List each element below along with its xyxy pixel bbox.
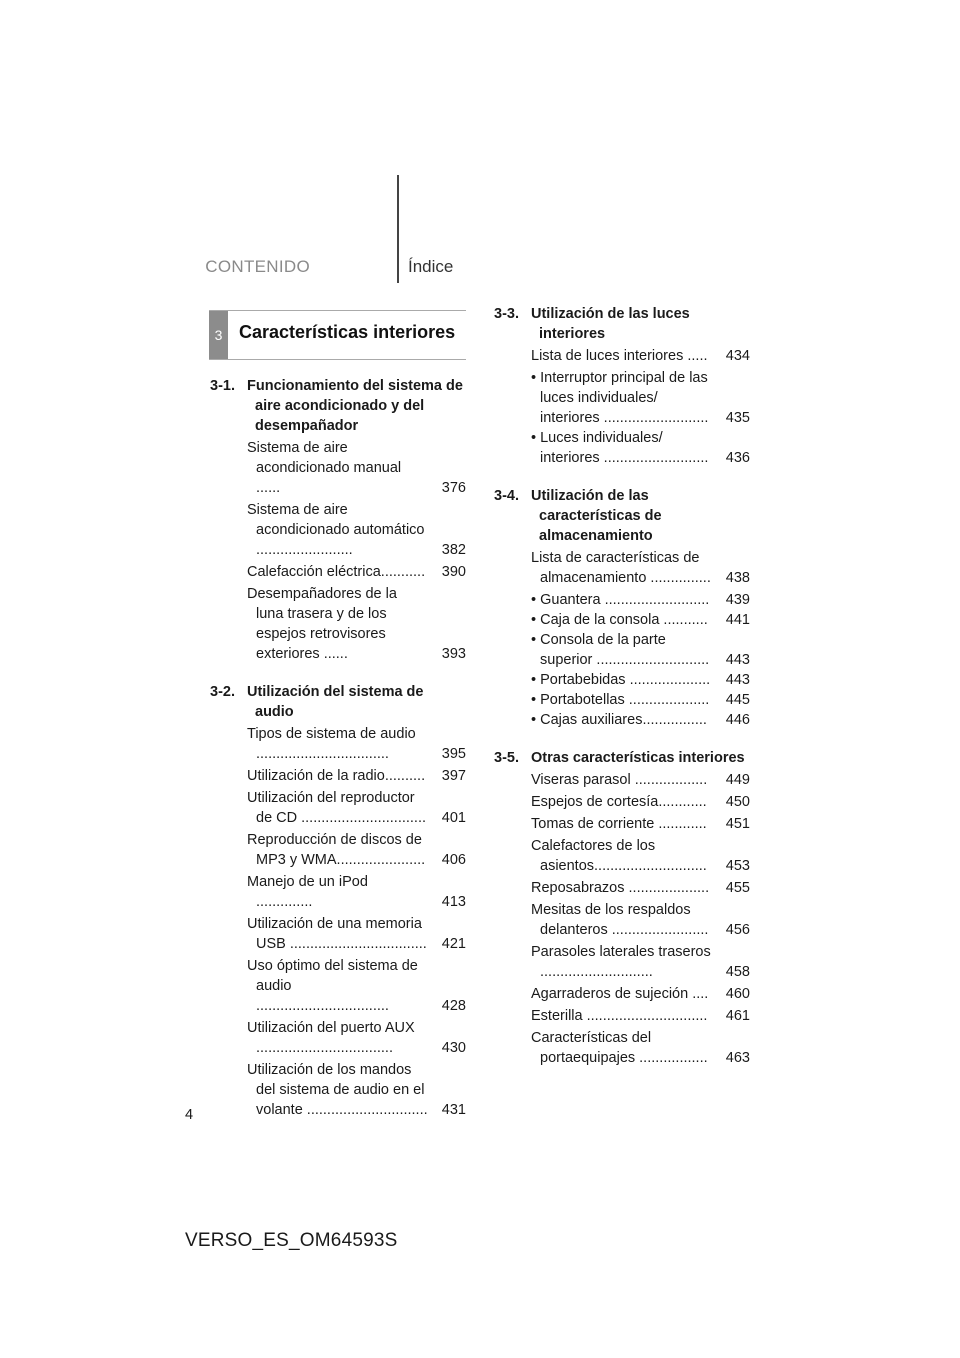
toc-entry-text: Utilización de la radio.......... (247, 768, 426, 784)
toc-group (210, 682, 466, 1120)
chapter-heading (210, 376, 466, 436)
chapter-heading (494, 304, 750, 344)
toc-entry[interactable] (494, 878, 750, 898)
toc-entry-page: 413 (441, 894, 466, 910)
toc-entry-text: Viseras parasol .................. (531, 772, 708, 788)
chapter-number: 3-3. (494, 306, 519, 322)
toc-entry[interactable] (210, 914, 466, 954)
toc-entry-text: • Luces individuales/ interiores .......................... (531, 430, 709, 466)
toc-entry-page: 450 (725, 794, 750, 810)
toc-entry-page: 421 (441, 936, 466, 952)
toc-group (494, 748, 750, 1068)
chapter-heading (494, 748, 750, 768)
chapter-title: Funcionamiento del sistema de aire acondicionado y del desempañador (247, 378, 463, 434)
toc-entry-text: Mesitas de los respaldos delanteros ........................ (531, 902, 709, 938)
toc-entry-text: • Portabebidas .................... (531, 672, 711, 688)
toc-entry-page: 456 (725, 922, 750, 938)
toc-entry-text: Manejo de un iPod .............. (247, 874, 368, 910)
toc-entry-page: 438 (725, 570, 750, 586)
toc-entry-page: 443 (725, 672, 750, 688)
section-number-tab: 3 (209, 311, 228, 359)
toc-entry-page: 458 (725, 964, 750, 980)
toc-entry-text: Lista de características de almacenamiento ............... (531, 550, 711, 586)
toc-entry[interactable] (494, 792, 750, 812)
section-header (209, 310, 466, 360)
toc-entry-text: Características del portaequipajes ................. (531, 1030, 708, 1066)
index-link[interactable]: Índice (408, 257, 454, 276)
toc-entry[interactable] (210, 1060, 466, 1120)
toc-right-column (494, 304, 750, 1086)
toc-entry[interactable] (494, 1028, 750, 1068)
toc-entry-page: 461 (725, 1008, 750, 1024)
toc-entry-page: 445 (725, 692, 750, 708)
toc-entry-text: • Interruptor principal de las luces individuales/ interiores .......................... (531, 370, 709, 426)
toc-entry-text: Utilización del reproductor de CD ............................... (247, 790, 427, 826)
toc-group (494, 304, 750, 468)
toc-entry-page: 439 (725, 592, 750, 608)
toc-entry-page: 451 (725, 816, 750, 832)
toc-entry-page: 453 (725, 858, 750, 874)
toc-entry-text: Uso óptimo del sistema de audio ................................. (247, 958, 418, 1014)
toc-entry[interactable] (210, 872, 466, 912)
toc-entry-page: 436 (725, 450, 750, 466)
toc-entry-page: 435 (725, 410, 750, 426)
toc-entry-page: 376 (441, 480, 466, 496)
document-code: VERSO_ES_OM64593S (185, 1230, 398, 1251)
toc-entry-page: 460 (725, 986, 750, 1002)
toc-entry[interactable] (494, 590, 750, 610)
toc-entry-text: Lista de luces interiores ..... (531, 348, 708, 364)
toc-entry[interactable] (210, 1018, 466, 1058)
toc-entry[interactable] (494, 690, 750, 710)
toc-entry[interactable] (210, 724, 466, 764)
toc-group (494, 486, 750, 730)
toc-entry-text: Tipos de sistema de audio ................................. (247, 726, 416, 762)
toc-entry-page: 430 (441, 1040, 466, 1056)
chapter-title: Utilización de las luces interiores (531, 306, 690, 342)
chapter-title: Otras características interiores (531, 750, 745, 766)
toc-entry-text: Espejos de cortesía............ (531, 794, 707, 810)
toc-entry-text: Agarraderos de sujeción .... (531, 986, 709, 1002)
toc-entry-text: Utilización de los mandos del sistema de audio en el volante .............................. (247, 1062, 428, 1118)
toc-entry[interactable] (210, 562, 466, 582)
toc-entry[interactable] (210, 438, 466, 498)
toc-entry-text: Tomas de corriente ............ (531, 816, 707, 832)
toc-entry[interactable] (494, 428, 750, 468)
toc-entry[interactable] (494, 346, 750, 366)
chapter-number: 3-2. (210, 684, 235, 700)
toc-entry[interactable] (494, 900, 750, 940)
toc-entry-page: 446 (725, 712, 750, 728)
toc-entry-page: 406 (441, 852, 466, 868)
toc-entry-text: Utilización de una memoria USB .................................. (247, 916, 427, 952)
toc-entry-text: Calefacción eléctrica........... (247, 564, 426, 580)
chapter-number: 3-1. (210, 378, 235, 394)
toc-entry-page: 395 (441, 746, 466, 762)
toc-entry[interactable] (210, 500, 466, 560)
toc-entry-page: 443 (725, 652, 750, 668)
toc-entry-text: • Caja de la consola ........... (531, 612, 708, 628)
toc-entry-text: Parasoles laterales traseros ............................ (531, 944, 711, 980)
chapter-title: Utilización del sistema de audio (247, 684, 424, 720)
toc-entry[interactable] (494, 770, 750, 790)
chapter-heading (494, 486, 750, 546)
toc-entry[interactable] (210, 584, 466, 664)
toc-entry-page: 463 (725, 1050, 750, 1066)
chapter-number: 3-4. (494, 488, 519, 504)
toc-entry-text: Sistema de aire acondicionado manual ...... (247, 440, 402, 496)
toc-entry[interactable] (494, 368, 750, 428)
chapter-number: 3-5. (494, 750, 519, 766)
page-number: 4 (185, 1107, 194, 1123)
toc-entry-page: 382 (441, 542, 466, 558)
toc-entry-text: • Guantera .......................... (531, 592, 710, 608)
toc-entry-text: Reposabrazos .................... (531, 880, 710, 896)
chapter-heading (210, 682, 466, 722)
toc-entry[interactable] (210, 766, 466, 786)
toc-entry-page: 455 (725, 880, 750, 896)
toc-entry[interactable] (210, 830, 466, 870)
toc-entry-text: • Portabotellas .................... (531, 692, 710, 708)
toc-entry-text: Utilización del puerto AUX .................................. (247, 1020, 415, 1056)
toc-entry-page: 390 (441, 564, 466, 580)
toc-entry[interactable] (494, 836, 750, 876)
toc-entry-page: 431 (441, 1102, 466, 1118)
toc-group (210, 376, 466, 664)
toc-entry-page: 434 (725, 348, 750, 364)
toc-entry[interactable] (494, 942, 750, 982)
toc-entry-text: Esterilla .............................. (531, 1008, 708, 1024)
toc-entry[interactable] (494, 814, 750, 834)
toc-entry[interactable] (494, 610, 750, 630)
toc-entry[interactable] (494, 630, 750, 670)
toc-entry-text: Calefactores de los asientos............................ (531, 838, 707, 874)
toc-entry-text: Reproducción de discos de MP3 y WMA...................... (247, 832, 426, 868)
toc-entry[interactable] (494, 670, 750, 690)
toc-entry[interactable] (494, 710, 750, 730)
toc-entry-page: 428 (441, 998, 466, 1014)
contents-link[interactable]: CONTENIDO (205, 257, 310, 276)
toc-entry-page: 441 (725, 612, 750, 628)
toc-left-column (210, 376, 466, 1138)
toc-entry[interactable] (494, 1006, 750, 1026)
toc-entry[interactable] (494, 984, 750, 1004)
toc-entry-text: Desempañadores de la luna trasera y de los espejos retrovisores exteriores ...... (247, 586, 397, 662)
header-divider (397, 175, 399, 283)
toc-entry[interactable] (494, 548, 750, 588)
toc-entry-page: 393 (441, 646, 466, 662)
toc-entry-page: 397 (441, 768, 466, 784)
toc-entry-text: Sistema de aire acondicionado automático ........................ (247, 502, 425, 558)
toc-entry-page: 401 (441, 810, 466, 826)
toc-entry-text: • Cajas auxiliares................ (531, 712, 707, 728)
section-title: Características interiores (239, 322, 456, 342)
toc-entry-page: 449 (725, 772, 750, 788)
toc-entry[interactable] (210, 788, 466, 828)
chapter-title: Utilización de las características de almacenamiento (531, 488, 662, 544)
toc-entry[interactable] (210, 956, 466, 1016)
toc-entry-text: • Consola de la parte superior ............................ (531, 632, 710, 668)
